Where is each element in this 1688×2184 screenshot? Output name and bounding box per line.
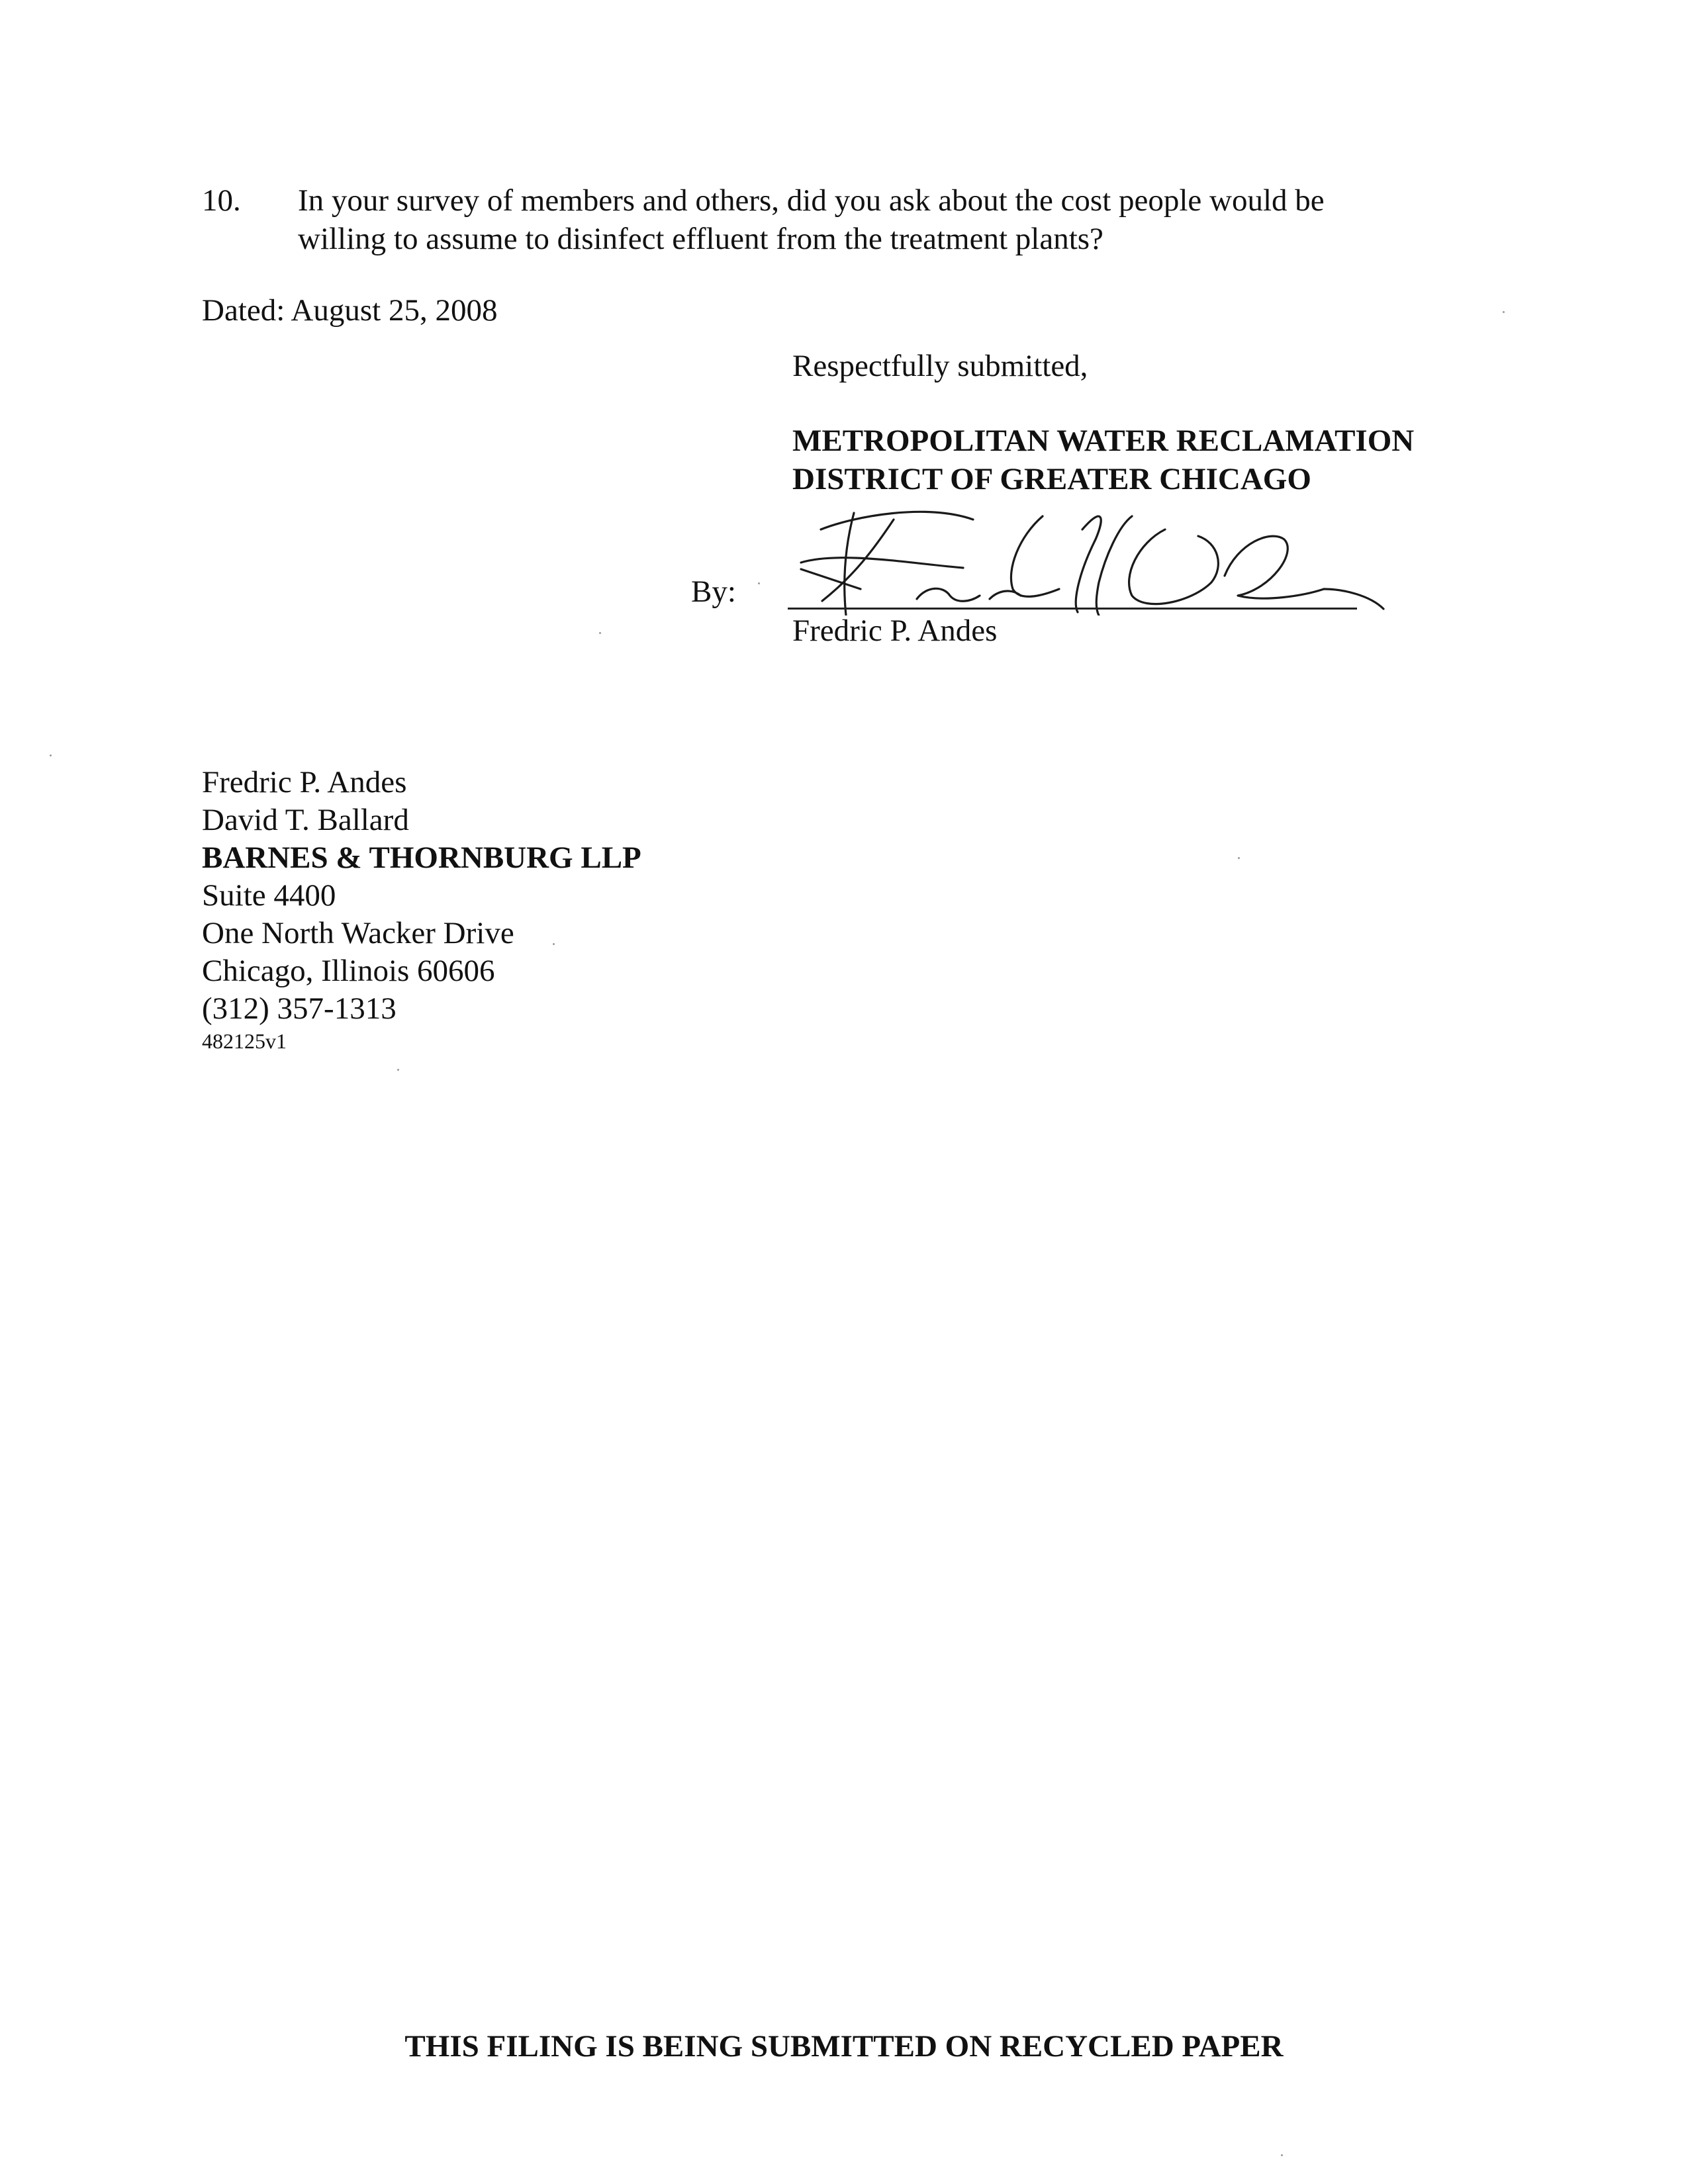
closing-text: Respectfully submitted,	[792, 349, 1088, 383]
phone-number: (312) 357-1313	[202, 991, 397, 1026]
scan-speck	[1238, 857, 1240, 859]
address-street: One North Wacker Drive	[202, 916, 514, 950]
scan-speck	[553, 943, 555, 945]
recycled-paper-footer: THIS FILING IS BEING SUBMITTED ON RECYCLED PAPER	[404, 2029, 1284, 2064]
signature-line	[788, 608, 1357, 610]
counsel-address-block	[202, 764, 641, 1054]
counsel-name-2: David T. Ballard	[202, 803, 409, 837]
scan-speck	[1503, 311, 1505, 313]
organization-name-line1: METROPOLITAN WATER RECLAMATION	[792, 424, 1415, 458]
signer-name: Fredric P. Andes	[792, 614, 998, 648]
question-text-line1: In your survey of members and others, did you ask about the cost people would be	[298, 183, 1325, 218]
law-firm-name: BARNES & THORNBURG LLP	[202, 841, 641, 875]
address-city: Chicago, Illinois 60606	[202, 954, 495, 988]
handwritten-signature	[761, 490, 1397, 615]
document-id: 482125v1	[202, 1029, 287, 1053]
question-number: 10.	[202, 183, 241, 218]
address-suite: Suite 4400	[202, 878, 336, 913]
scan-speck	[397, 1069, 399, 1071]
organization-name-line2: DISTRICT OF GREATER CHICAGO	[792, 462, 1311, 496]
scan-speck	[50, 754, 52, 756]
scan-speck	[1281, 2154, 1283, 2156]
scan-speck	[599, 632, 601, 634]
scan-speck	[758, 582, 760, 584]
by-label: By:	[691, 574, 736, 609]
dated-line: Dated: August 25, 2008	[202, 293, 498, 328]
question-text-line2: willing to assume to disinfect effluent from the treatment plants?	[298, 222, 1103, 256]
counsel-name-1: Fredric P. Andes	[202, 765, 407, 799]
